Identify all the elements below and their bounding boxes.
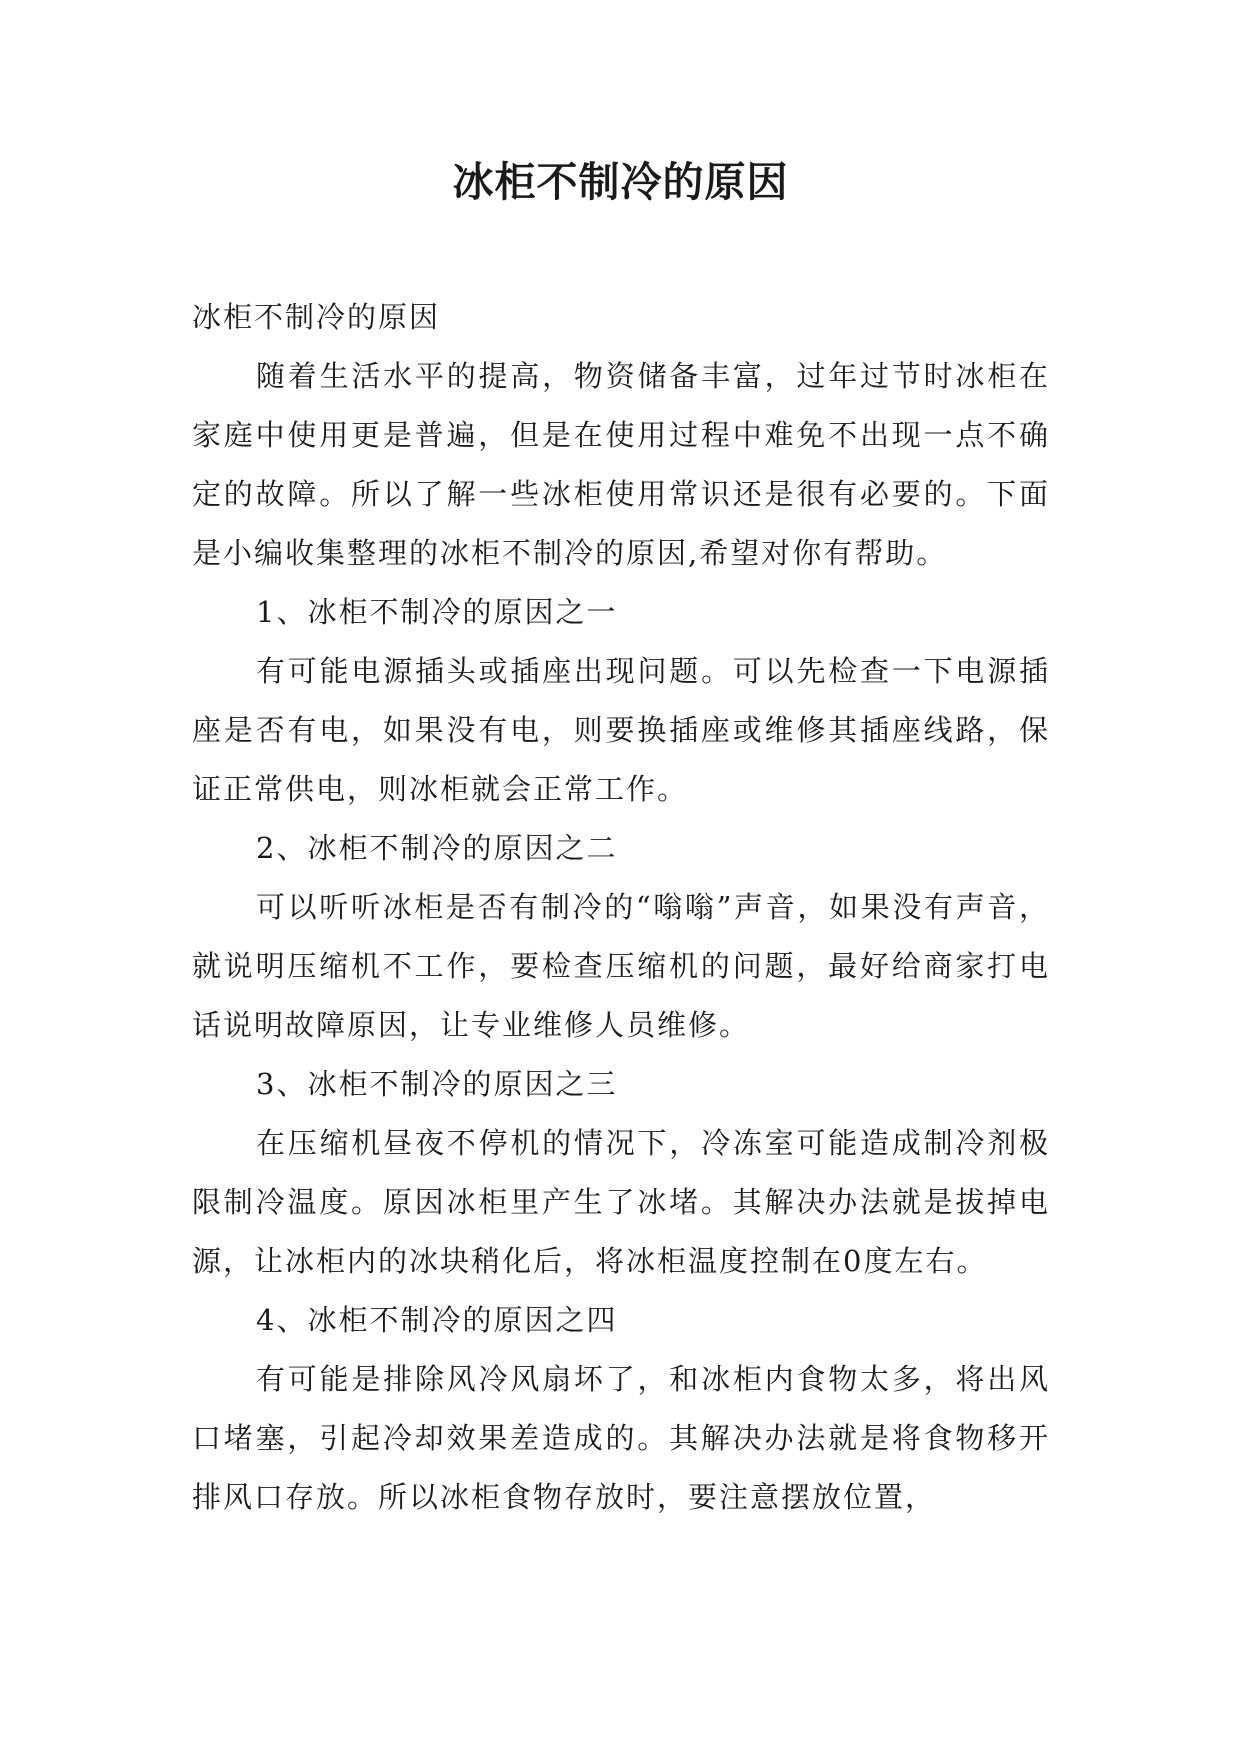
reason-2-paragraph: 可以听听冰柜是否有制冷的“嗡嗡”声音，如果没有声音，就说明压缩机不工作，要检查压缩机的问题，最好给商家打电话说明故障原因，让专业维修人员维修。 [192,890,1050,1042]
reason-4-paragraph: 有可能是排除风冷风扇坏了，和冰柜内食物太多，将出风口堵塞，引起冷却效果差造成的。其解决办法就是将食物移开排风口存放。所以冰柜食物存放时，要注意摆放位置， [192,1362,1050,1514]
reason-1-paragraph: 有可能电源插头或插座出现问题。可以先检查一下电源插座是否有电，如果没有电，则要换插座或维修其插座线路，保证正常供电，则冰柜就会正常工作。 [192,654,1050,806]
reason-2-heading: 2、冰柜不制冷的原因之二 [256,831,618,865]
reason-4-heading: 4、冰柜不制冷的原因之四 [256,1303,618,1337]
reason-3-paragraph: 在压缩机昼夜不停机的情况下，冷冻室可能造成制冷剂极限制冷温度。原因冰柜里产生了冰堵。其解决办法就是拔掉电源，让冰柜内的冰块稍化后，将冰柜温度控制在0度左右。 [192,1126,1050,1278]
reason-3-heading: 3、冰柜不制冷的原因之三 [256,1067,618,1101]
reason-1-heading: 1、冰柜不制冷的原因之一 [256,595,618,629]
intro-paragraph: 随着生活水平的提高，物资储备丰富，过年过节时冰柜在家庭中使用更是普遍，但是在使用过程中难免不出现一点不确定的故障。所以了解一些冰柜使用常识还是很有必要的。下面是小编收集整理的冰柜不制冷的原因,希望对你有帮助。 [192,359,1050,570]
document-title: 冰柜不制冷的原因 [452,158,789,206]
section-heading: 冰柜不制冷的原因 [192,300,441,334]
document-body [192,288,1050,1527]
